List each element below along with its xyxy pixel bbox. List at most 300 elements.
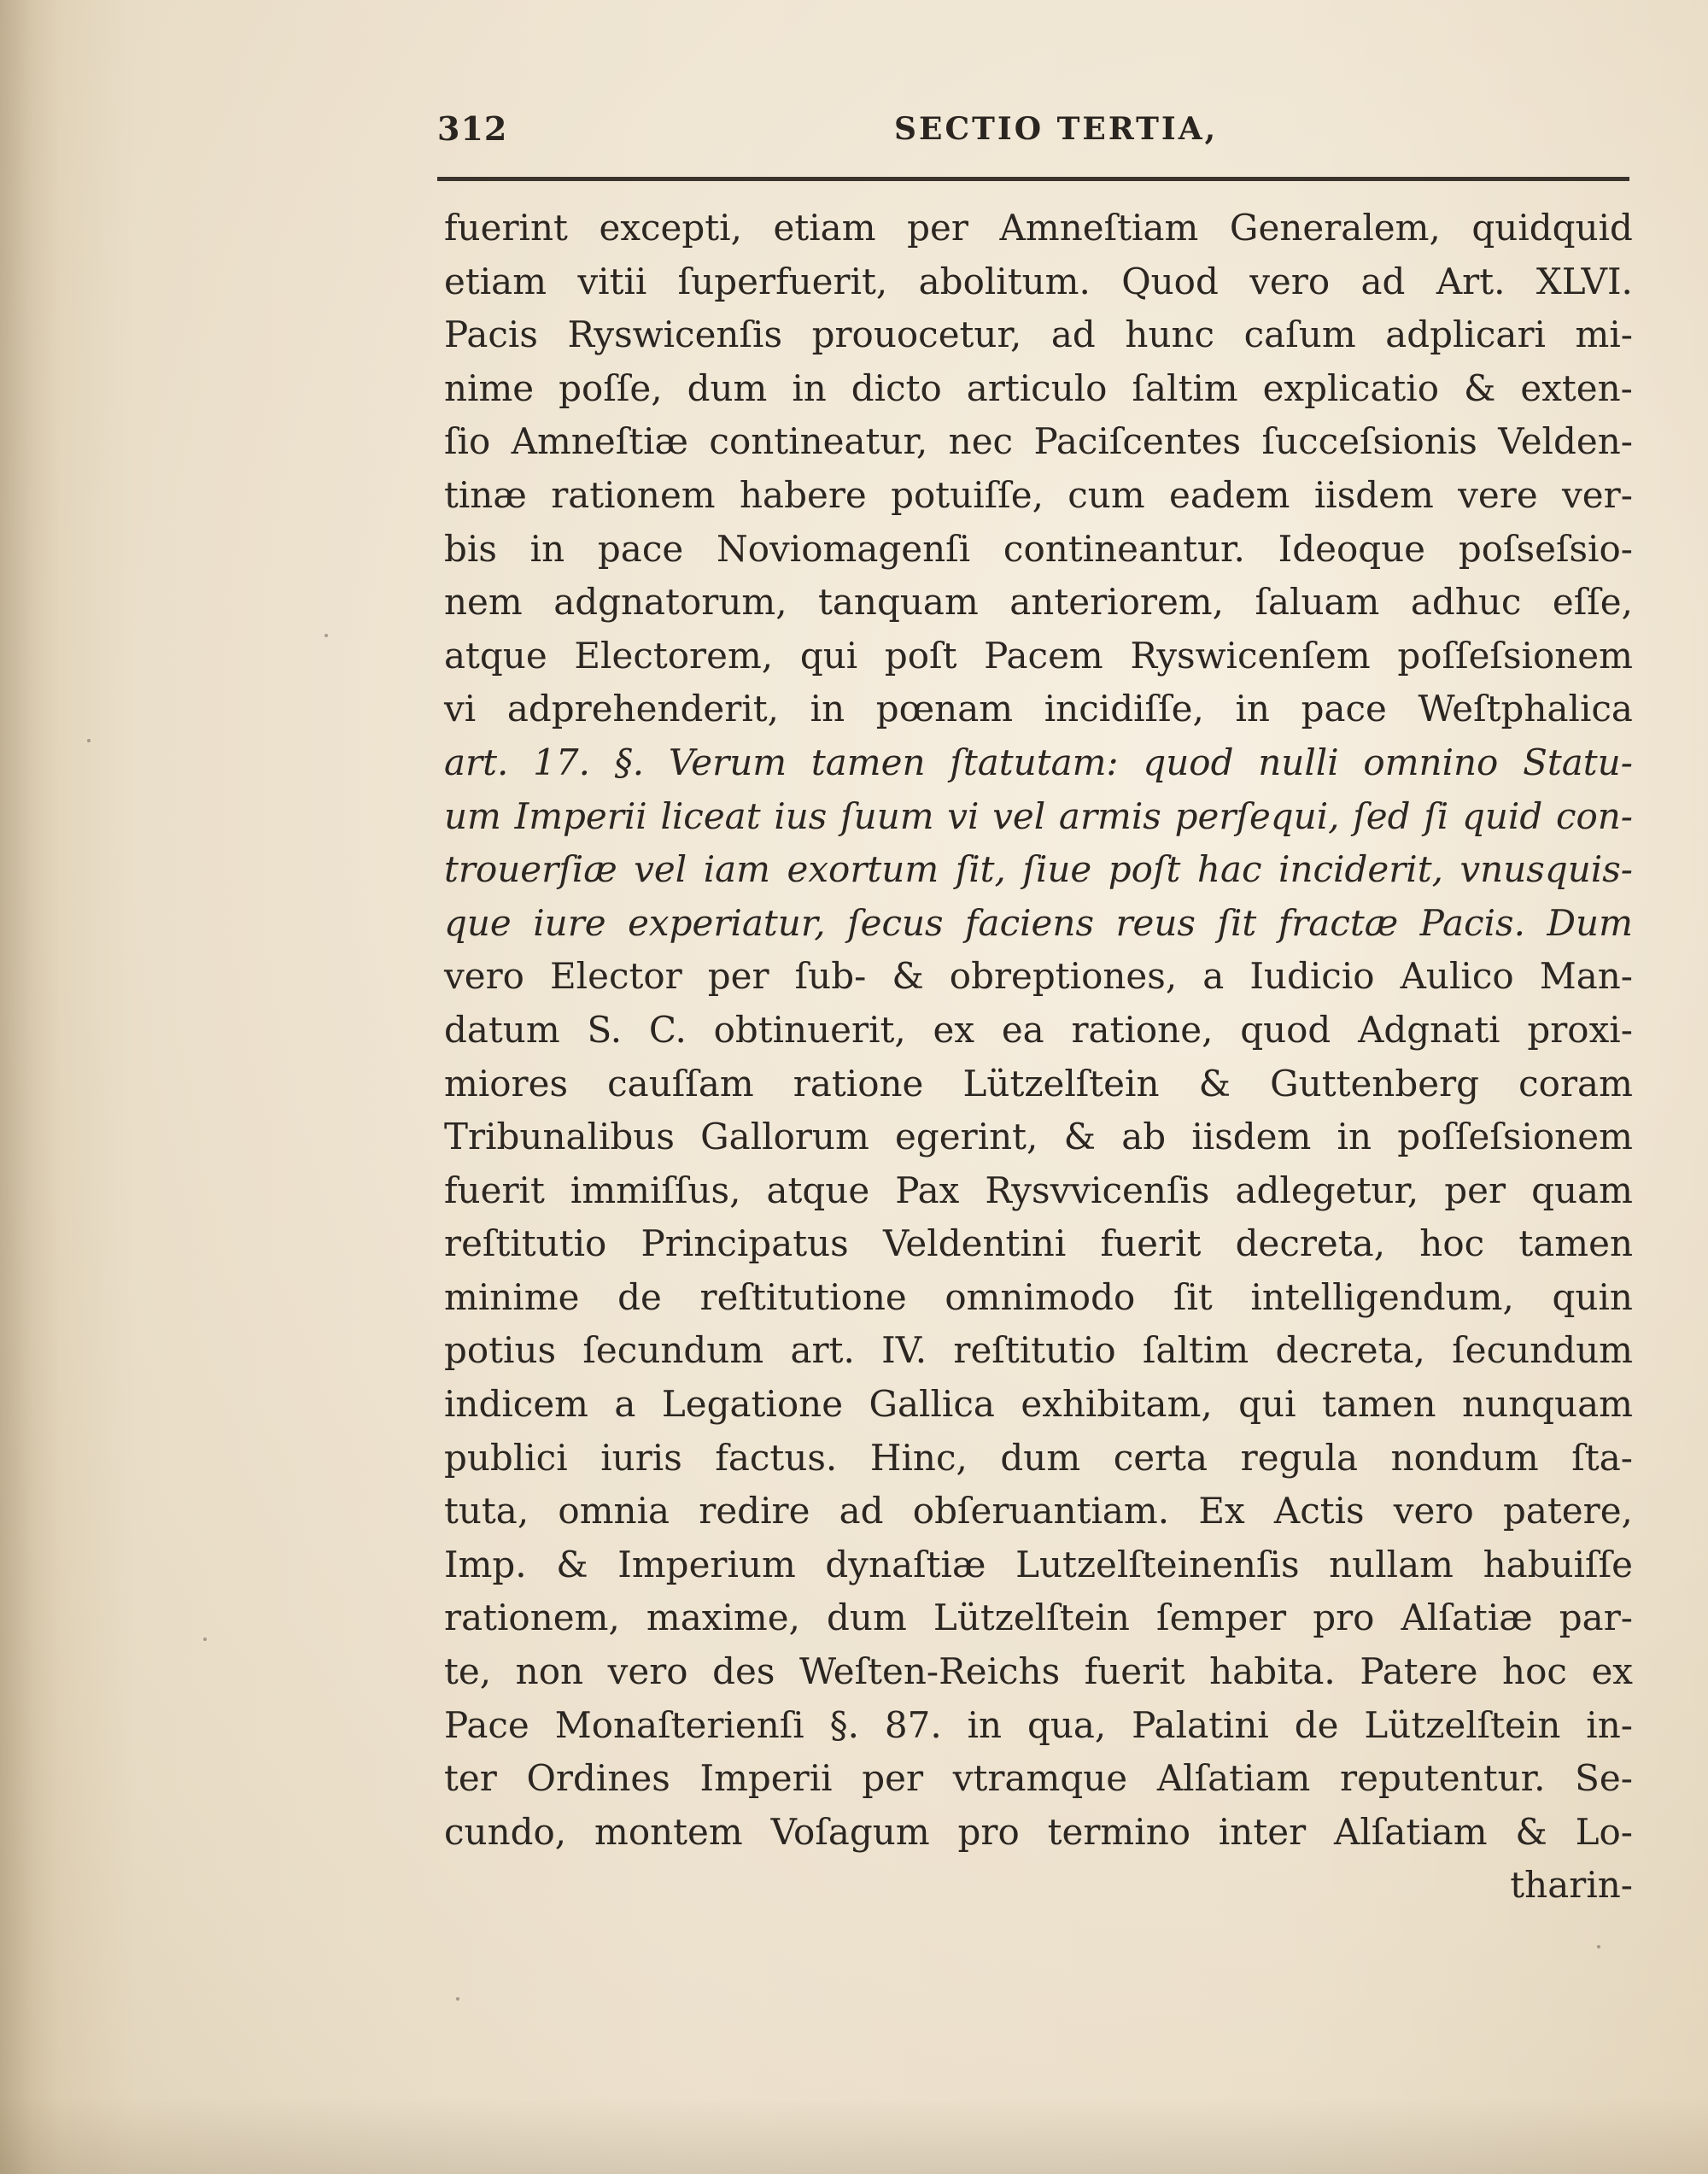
word: vitii [577, 260, 647, 302]
text-line [444, 1538, 1633, 1592]
word: Statu- [1523, 741, 1633, 783]
text-line [444, 950, 1633, 1004]
word: eadem [1169, 473, 1290, 516]
word: proxi- [1527, 1008, 1633, 1051]
word: Paciſcentes [1033, 420, 1242, 463]
word: fuerint [444, 207, 568, 249]
text-line [444, 1110, 1633, 1164]
word: immiſſus, [570, 1169, 741, 1211]
word: Pacis. [1419, 901, 1525, 944]
text-line [444, 202, 1633, 255]
page-header [437, 109, 1629, 161]
word: con- [1555, 794, 1633, 837]
word: habuiſſe [1483, 1543, 1633, 1585]
word: Lützelſtein [1364, 1703, 1561, 1746]
word: Ryswicenſem [1130, 634, 1371, 677]
word: ab [1121, 1116, 1167, 1158]
word: Ex [1198, 1490, 1245, 1532]
word: Veldentini [882, 1222, 1067, 1265]
word: Weſtphalica [1418, 688, 1633, 730]
word: montem [594, 1810, 743, 1853]
word: vero [1393, 1490, 1474, 1532]
word: Lützelſtein [962, 1062, 1160, 1105]
word: Monaſterienſi [554, 1703, 804, 1746]
word: a [1202, 955, 1225, 998]
page-bottom-shadow [0, 2097, 1708, 2174]
text-line [444, 469, 1633, 523]
header-rule [437, 177, 1629, 181]
text-line [444, 1645, 1633, 1699]
word: poſſe, [559, 366, 663, 409]
word: coram [1518, 1062, 1633, 1105]
word: experiatur, [628, 901, 826, 944]
word: iisdem [1313, 473, 1434, 516]
word: des [712, 1650, 775, 1693]
word: prouocetur, [811, 314, 1022, 356]
word: quid [1461, 794, 1543, 837]
word: eſſe, [1552, 581, 1633, 624]
word: Rysvvicenſis [985, 1169, 1210, 1211]
word: in- [1586, 1703, 1633, 1746]
word: pro [1313, 1597, 1375, 1639]
word: XLVI. [1535, 260, 1633, 302]
word: decreta, [1275, 1329, 1425, 1372]
word: Imperii [699, 1757, 833, 1800]
word: perſequi, [1174, 794, 1340, 837]
word: ſuum [840, 794, 934, 837]
word: dum [827, 1597, 907, 1639]
word: pace [1301, 688, 1387, 730]
word: reſtitutione [699, 1275, 907, 1318]
word: ius [774, 794, 828, 837]
word: dum [1000, 1436, 1081, 1479]
word: poſſeſsionem [1397, 1116, 1633, 1158]
word: ſemper [1156, 1597, 1287, 1639]
word: armis [1058, 794, 1161, 837]
word: Alſatiam [1156, 1757, 1311, 1800]
word: Alſatiæ [1401, 1597, 1533, 1639]
word: fuerit [1084, 1650, 1185, 1693]
word: Noviomagenſi [717, 527, 971, 570]
word: exhibitam, [1021, 1383, 1213, 1426]
word: Lo- [1575, 1810, 1633, 1853]
word: Ideoque [1278, 527, 1426, 570]
word: Palatini [1132, 1703, 1269, 1746]
running-title: SECTIO TERTIA, [894, 111, 1219, 147]
word: per [907, 207, 968, 249]
word: Imperii [514, 794, 647, 837]
catchword-line [444, 1859, 1633, 1913]
word: dicto [851, 366, 942, 409]
text-line [444, 1432, 1633, 1485]
text-line [444, 1271, 1633, 1325]
word: poſt [884, 634, 957, 677]
paper-speck [203, 1638, 207, 1641]
word: ſtatutam: [950, 741, 1119, 783]
word: obreptiones, [949, 955, 1178, 998]
word: de [617, 1275, 662, 1318]
word: Gallorum [700, 1116, 869, 1158]
word: ad [839, 1490, 884, 1532]
word: vnusquis- [1459, 848, 1633, 891]
word: datum [444, 1008, 560, 1051]
word: vere [1458, 473, 1538, 516]
word: inciderit, [1278, 848, 1443, 891]
word: articulo [966, 366, 1108, 409]
word: ſit [1217, 901, 1257, 944]
word: ſta- [1571, 1436, 1633, 1479]
word: nime [444, 366, 535, 409]
word: & [1463, 366, 1496, 409]
word: pœnam [875, 688, 1014, 730]
word: Tribunalibus [444, 1116, 675, 1158]
word: tanquam [818, 581, 979, 624]
word: hoc [1419, 1222, 1485, 1265]
word: adlegetur, [1235, 1169, 1419, 1211]
word: ſit, [955, 848, 1006, 891]
word: §. [829, 1703, 859, 1746]
word: Amneſtiam [999, 207, 1199, 249]
text-line [444, 1485, 1633, 1538]
word: art. [444, 741, 509, 783]
word: nullam [1329, 1543, 1454, 1585]
word: cauſſam [607, 1062, 754, 1105]
word: contineantur. [1003, 527, 1245, 570]
word: patere, [1502, 1490, 1633, 1532]
word: per [1444, 1169, 1506, 1211]
word: anteriorem, [1009, 581, 1224, 624]
text-line [444, 1164, 1633, 1218]
paper-speck [456, 1997, 459, 2001]
word: nunquam [1462, 1383, 1633, 1426]
word: ſucceſsionis [1261, 420, 1477, 463]
word: Guttenberg [1270, 1062, 1480, 1105]
word: in [810, 688, 845, 730]
word: decreta, [1235, 1222, 1386, 1265]
word: ea [1001, 1008, 1044, 1051]
word: adprehenderit, [506, 688, 779, 730]
word: liceat [660, 794, 761, 837]
word: 87. [884, 1703, 942, 1746]
word: in [1235, 688, 1270, 730]
word: Alſatiam [1334, 1810, 1488, 1853]
text-line [444, 1378, 1633, 1432]
word: omnimodo [945, 1275, 1136, 1318]
word: Se- [1575, 1757, 1633, 1800]
word: ad [1360, 260, 1406, 302]
word: ſio [444, 420, 491, 463]
word: Pacis [444, 314, 538, 356]
word: publici [444, 1436, 568, 1479]
word: ſiue [1022, 848, 1092, 891]
text-line [444, 1699, 1633, 1753]
word: exortum [787, 848, 939, 891]
word: Adgnati [1358, 1008, 1500, 1051]
word: in [792, 366, 827, 409]
word: Weſten-Reichs [798, 1650, 1061, 1693]
word: maxime, [646, 1597, 800, 1639]
word: dum [687, 366, 768, 409]
word: excepti, [599, 207, 742, 249]
word: Pax [895, 1169, 960, 1211]
word: intelligendum, [1250, 1275, 1514, 1318]
page-gutter-shadow [0, 0, 60, 2174]
word: qui [1238, 1383, 1296, 1426]
word: potuiſſe, [891, 473, 1044, 516]
word: miores [444, 1062, 569, 1105]
word: obtinuerit, [713, 1008, 906, 1051]
word: ſaltim [1132, 366, 1238, 409]
word: Ordines [526, 1757, 670, 1800]
word: exten- [1520, 366, 1633, 409]
word: abolitum. [918, 260, 1091, 302]
word: tharin- [1510, 1864, 1633, 1907]
word: vtramque [952, 1757, 1128, 1800]
word: regula [1240, 1436, 1358, 1479]
word: vel [992, 794, 1046, 837]
word: atque [766, 1169, 870, 1211]
text-line [444, 897, 1633, 951]
word: Iudicio [1249, 955, 1375, 998]
word: par- [1559, 1597, 1633, 1639]
word: reputentur. [1340, 1757, 1546, 1800]
word: Gallica [869, 1383, 995, 1426]
word: ſecundum [582, 1329, 764, 1372]
text-line [444, 1058, 1633, 1111]
word: incidiſſe, [1044, 688, 1204, 730]
word: inter [1218, 1810, 1307, 1853]
word: tinæ [444, 473, 527, 516]
word: nem [444, 581, 523, 624]
word: dynaſtiæ [825, 1543, 986, 1585]
word: Voſagum [770, 1810, 930, 1853]
word: omnino [1363, 741, 1499, 783]
word: etiam [773, 207, 876, 249]
word: fuerit [444, 1169, 545, 1211]
word: tamen [1518, 1222, 1633, 1265]
word: ſecus [847, 901, 944, 944]
word: ſaltim [1142, 1329, 1249, 1372]
word: rationem, [444, 1597, 620, 1639]
text-line [444, 415, 1633, 469]
word: poſt [1108, 848, 1181, 891]
word: indicem [444, 1383, 589, 1426]
word: adplicari [1385, 314, 1546, 356]
word: Imp. [444, 1543, 527, 1585]
word: Electorem, [574, 634, 774, 677]
word: & [556, 1543, 588, 1585]
text-line [444, 1752, 1633, 1806]
word: Dum [1547, 901, 1633, 944]
word: nec [948, 420, 1014, 463]
word: factus. [715, 1436, 838, 1479]
word: Aulico [1400, 955, 1514, 998]
word: potius [444, 1329, 557, 1372]
text-line [444, 1806, 1633, 1860]
word: a [614, 1383, 636, 1426]
text-line [444, 1004, 1633, 1058]
word: hunc [1125, 314, 1215, 356]
word: C. [648, 1008, 687, 1051]
word: vero [444, 955, 524, 998]
word: adhuc [1410, 581, 1522, 624]
text-line [444, 790, 1633, 844]
word: ſuperfuerit, [677, 260, 888, 302]
word: ratione, [1071, 1008, 1214, 1051]
word: Ryswicenſis [567, 314, 783, 356]
word: caſum [1243, 314, 1356, 356]
word: ex [933, 1008, 975, 1051]
paper-speck [87, 739, 91, 742]
word: explicatio [1262, 366, 1440, 409]
text-line [444, 843, 1633, 897]
word: cundo, [444, 1810, 567, 1853]
word: Principatus [640, 1222, 849, 1265]
word: quod [1143, 741, 1234, 783]
word: Man- [1539, 955, 1633, 998]
word: quidquid [1471, 207, 1633, 249]
text-line [444, 308, 1633, 362]
word: quam [1531, 1169, 1633, 1211]
word: te, [444, 1650, 492, 1693]
word: & [892, 955, 924, 998]
word: §. [614, 741, 645, 783]
word: minime [444, 1275, 580, 1318]
page-number: 312 [437, 109, 508, 148]
word: nulli [1258, 741, 1339, 783]
word: termino [1047, 1810, 1191, 1853]
word: S. [587, 1008, 623, 1051]
word: ad [1050, 314, 1096, 356]
word: certa [1113, 1436, 1208, 1479]
text-line [444, 362, 1633, 416]
text-line [444, 1591, 1633, 1645]
word: Pace [444, 1703, 529, 1746]
word: Hinc, [869, 1436, 968, 1479]
text-line [444, 630, 1633, 683]
word: ſit [1173, 1275, 1213, 1318]
word: & [1515, 1810, 1547, 1853]
word: hoc [1502, 1650, 1567, 1693]
word: Actis [1273, 1490, 1365, 1532]
word: vero [1249, 260, 1331, 302]
word: Art. [1436, 260, 1506, 302]
word: rationem [551, 473, 716, 516]
word: de [1294, 1703, 1339, 1746]
word: iam [703, 848, 771, 891]
word: Patere [1360, 1650, 1478, 1693]
word: contineatur, [709, 420, 928, 463]
word: in [1337, 1116, 1372, 1158]
word: qui [799, 634, 858, 677]
word: iisdem [1191, 1116, 1312, 1158]
word: qua, [1027, 1703, 1107, 1746]
word: Verum [668, 741, 787, 783]
word: art. [790, 1329, 855, 1372]
word: Pacem [984, 634, 1103, 677]
word: mi- [1575, 314, 1633, 356]
word: um [444, 794, 501, 837]
word: trouerſiæ [444, 848, 617, 891]
word: reſtitutio [444, 1222, 607, 1265]
word: vero [607, 1650, 688, 1693]
word: Elector [550, 955, 682, 998]
word: non [515, 1650, 584, 1693]
word: Amneſtiæ [511, 420, 689, 463]
word: ratione [793, 1062, 924, 1105]
word: tamen [1321, 1383, 1436, 1426]
word: bis [444, 527, 497, 570]
word: Generalem, [1229, 207, 1441, 249]
word: quin [1552, 1275, 1633, 1318]
word: ver- [1562, 473, 1633, 516]
word: poſſeſsionem [1397, 634, 1633, 677]
word: vi [444, 688, 477, 730]
text-line [444, 1324, 1633, 1378]
word: pace [597, 527, 684, 570]
word: ſed [1353, 794, 1411, 837]
word: in [529, 527, 565, 570]
word: cum [1068, 473, 1145, 516]
word: vi [947, 794, 980, 837]
word: Legatione [661, 1383, 844, 1426]
word: ſecundum [1452, 1329, 1633, 1372]
word: obſeruantiam. [912, 1490, 1170, 1532]
word: per [862, 1757, 924, 1800]
word: omnia [558, 1490, 670, 1532]
word: hac [1196, 848, 1262, 891]
word: redire [699, 1490, 810, 1532]
word: faciens [965, 901, 1095, 944]
word: IV. [881, 1329, 927, 1372]
word: 17. [533, 741, 590, 783]
word: poſseſsio- [1458, 527, 1633, 570]
word: quod [1240, 1008, 1331, 1051]
text-line [444, 523, 1633, 577]
word: adgnatorum, [553, 581, 787, 624]
word: iure [533, 901, 606, 944]
word: nondum [1390, 1436, 1539, 1479]
word: ex [1591, 1650, 1633, 1693]
text-line [444, 255, 1633, 309]
body-text [444, 202, 1633, 1913]
paper-speck [325, 634, 328, 637]
word: Lützelſtein [933, 1597, 1130, 1639]
word: fractæ [1278, 901, 1399, 944]
word: habere [739, 473, 867, 516]
text-line [444, 576, 1633, 630]
text-line [444, 1217, 1633, 1271]
word: Velden- [1498, 420, 1633, 463]
word: ſi [1424, 794, 1449, 837]
word: ſub- [794, 955, 867, 998]
text-line [444, 683, 1633, 736]
word: tuta, [444, 1490, 529, 1532]
word: fuerit [1100, 1222, 1202, 1265]
word: & [1198, 1062, 1231, 1105]
word: Imperium [617, 1543, 796, 1585]
word: Quod [1121, 260, 1219, 302]
word: vel [634, 848, 687, 891]
word: iuris [600, 1436, 682, 1479]
word: per [707, 955, 769, 998]
word: atque [444, 634, 547, 677]
word: in [967, 1703, 1003, 1746]
word: & [1063, 1116, 1096, 1158]
word: reus [1115, 901, 1196, 944]
paper-speck [1597, 1945, 1600, 1948]
word: habita. [1209, 1650, 1336, 1693]
